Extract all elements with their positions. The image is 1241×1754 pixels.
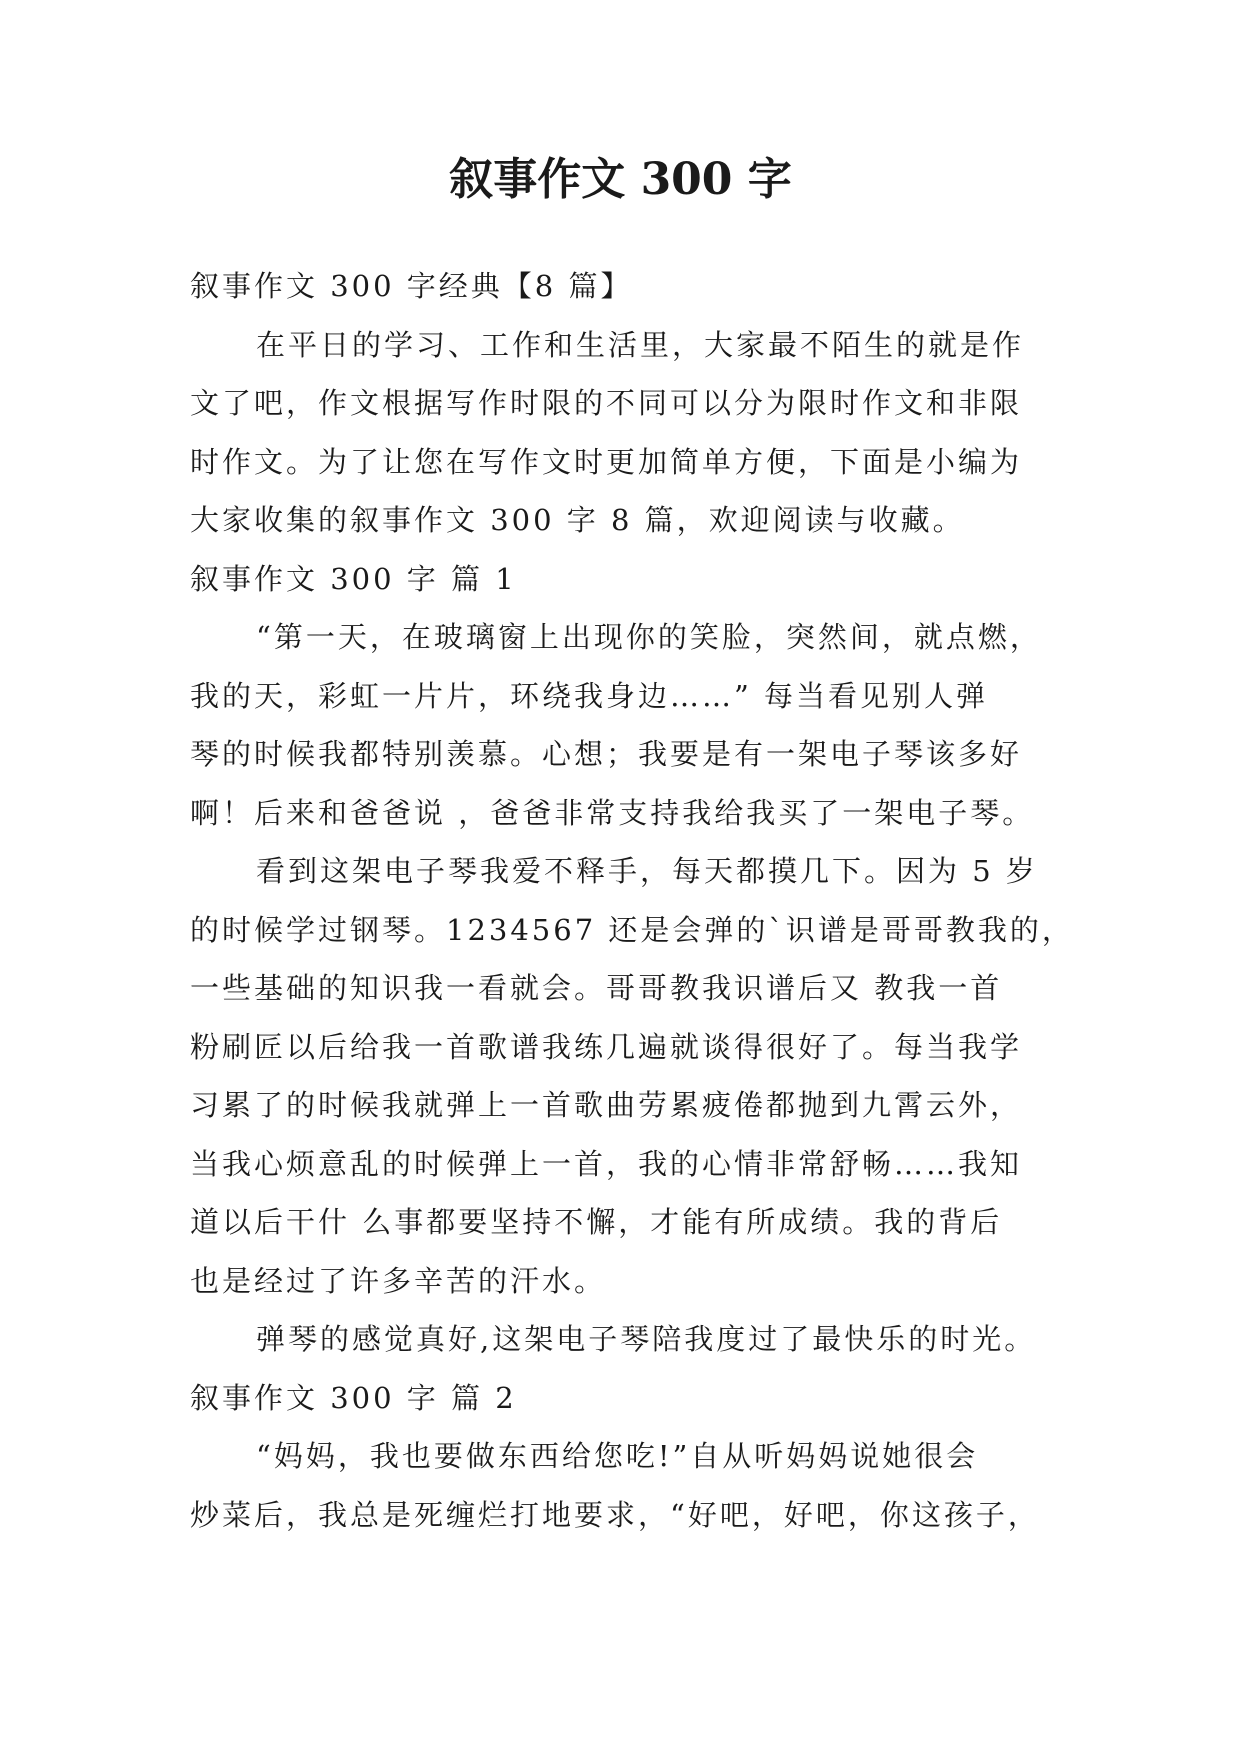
- document-title: 叙事作文 300 字: [449, 154, 792, 205]
- text-line: 粉刷匠以后给我一首歌谱我练几遍就谈得很好了。每当我学: [190, 1029, 1023, 1064]
- text-line: 习累了的时候我就弹上一首歌曲劳累疲倦都抛到九霄云外，: [190, 1088, 1023, 1122]
- text-line: 叙事作文 300 字 篇 1: [190, 561, 517, 596]
- text-line: 叙事作文 300 字 篇 2: [190, 1380, 517, 1415]
- text-line: 道以后干什 么事都要坚持不懈，才能有所成绩。我的背后: [190, 1205, 1003, 1239]
- text-line: 啊！后来和爸爸说 ，爸爸非常支持我给我买了一架电子琴。: [190, 795, 1035, 830]
- text-line: 琴的时候我都特别羡慕。心想；我要是有一架电子琴该多好: [190, 737, 1023, 771]
- text-line: “妈妈，我也要做东西给您吃!”自从听妈妈说她很会: [256, 1439, 979, 1473]
- text-line: 看到这架电子琴我爱不释手，每天都摸几下。因为 5 岁: [256, 854, 1038, 888]
- text-line: 弹琴的感觉真好,这架电子琴陪我度过了最快乐的时光。: [256, 1322, 1037, 1356]
- document-body: [190, 257, 1090, 1544]
- text-line: 叙事作文 300 字经典【8 篇】: [190, 269, 633, 303]
- text-line: 一些基础的知识我一看就会。哥哥教我识谱后又 教我一首: [190, 971, 1003, 1005]
- text-line: 的时候学过钢琴。1234567 还是会弹的`识谱是哥哥教我的，: [190, 912, 1074, 947]
- text-line: 文了吧，作文根据写作时限的不同可以分为限时作文和非限: [190, 386, 1023, 420]
- text-line: 当我心烦意乱的时候弹上一首，我的心情非常舒畅……我知: [190, 1146, 1023, 1181]
- text-line: 在平日的学习、工作和生活里，大家最不陌生的就是作: [256, 327, 1025, 362]
- text-line: 大家收集的叙事作文 300 字 8 篇，欢迎阅读与收藏。: [190, 503, 965, 537]
- text-line: 也是经过了许多辛苦的汗水。: [190, 1263, 607, 1298]
- text-line: 我的天，彩虹一片片，环绕我身边……” 每当看见别人弹: [190, 678, 989, 713]
- text-line: “第一天，在玻璃窗上出现你的笑脸，突然间，就点燃，: [256, 620, 1042, 654]
- text-line: 时作文。为了让您在写作文时更加简单方便，下面是小编为: [190, 444, 1023, 479]
- text-line: 炒菜后，我总是死缠烂打地要求，“好吧，好吧，你这孩子，: [190, 1497, 1040, 1532]
